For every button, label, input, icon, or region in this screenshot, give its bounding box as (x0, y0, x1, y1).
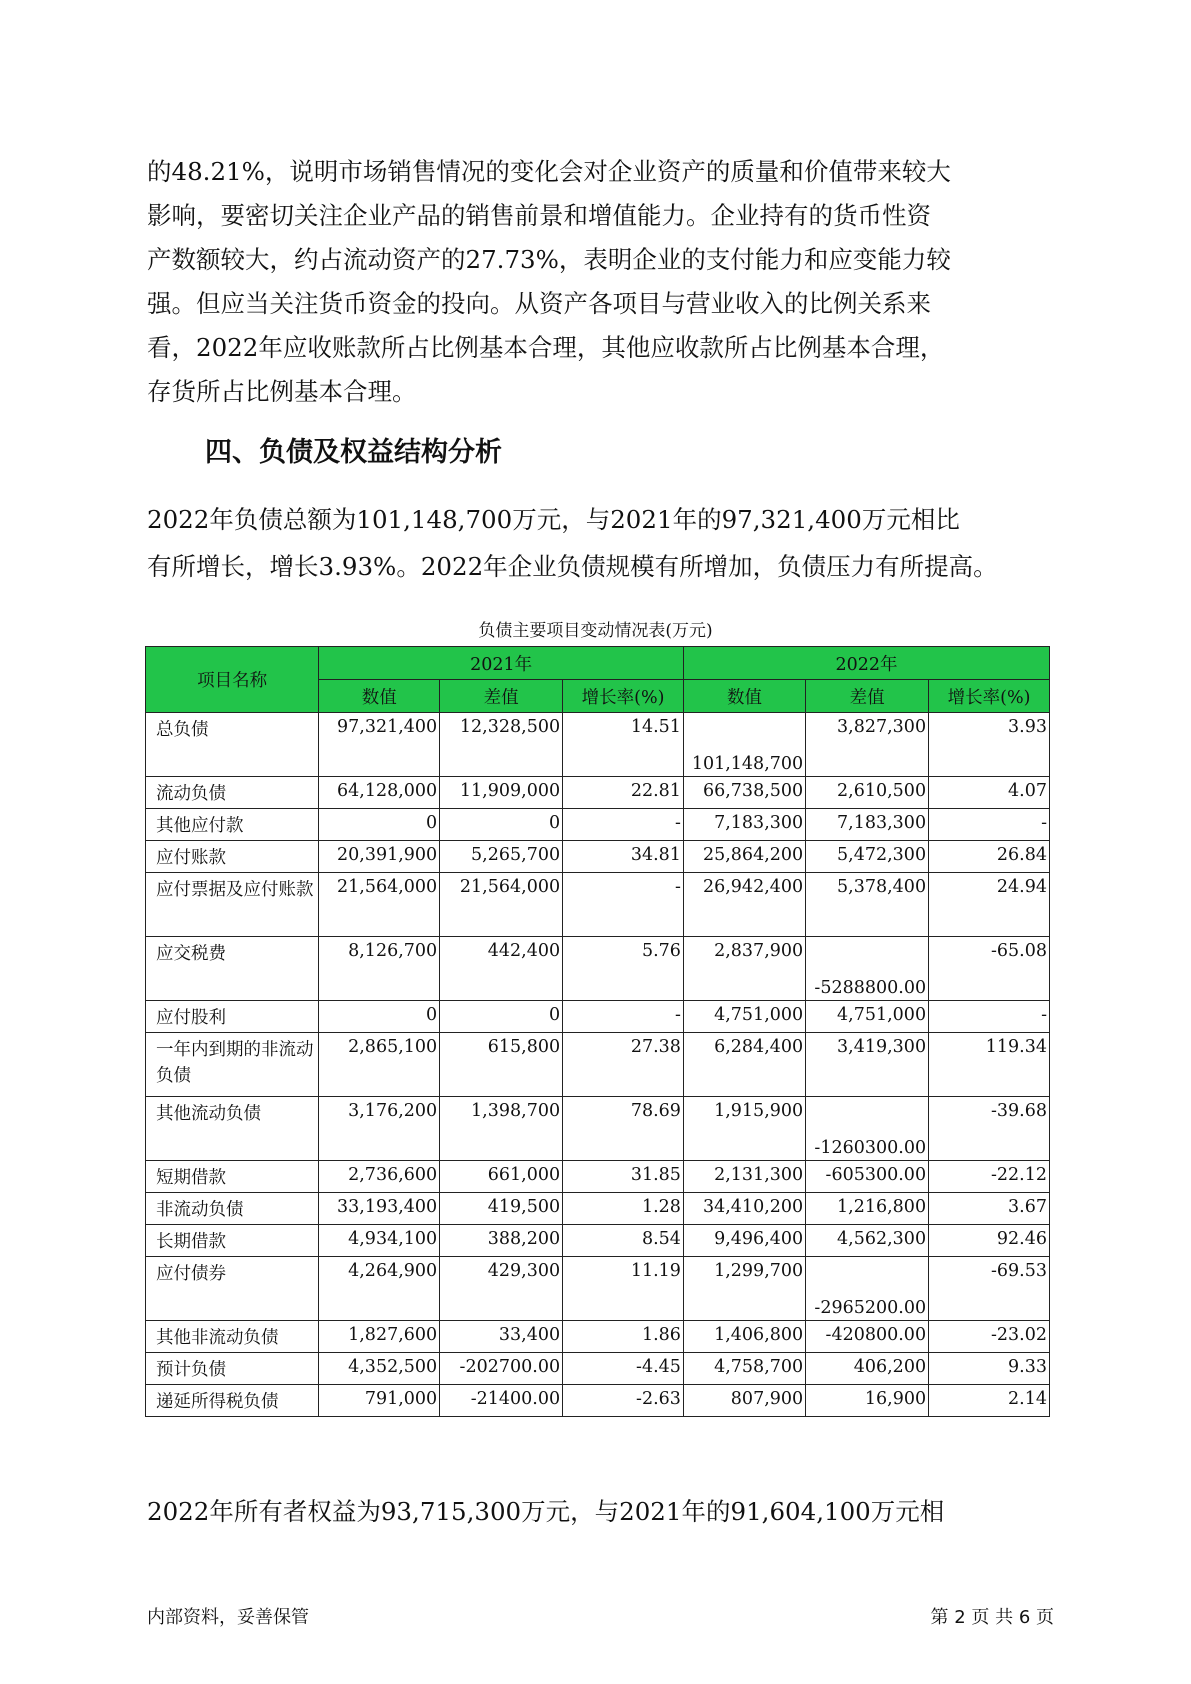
paragraph-line: 产数额较大，约占流动资产的27.73%，表明企业的支付能力和应变能力较 (147, 245, 951, 274)
row-value-cell: - (929, 809, 1050, 841)
row-value-cell: -39.68 (929, 1097, 1050, 1161)
paragraph-line: 看，2022年应收账款所占比例基本合理，其他应收款所占比例基本合理， (147, 333, 945, 362)
row-value-cell: -69.53 (929, 1257, 1050, 1321)
table-row (146, 777, 1050, 809)
section-heading: 四、负债及权益结构分析 (205, 437, 502, 468)
row-item-name: 短期借款 (146, 1161, 319, 1193)
row-item-name: 应交税费 (146, 937, 319, 1001)
row-value-cell: 661,000 (440, 1161, 563, 1193)
row-value-cell: 14.51 (563, 713, 684, 777)
row-item-name: 递延所得税负债 (146, 1385, 319, 1417)
row-value-cell: 64,128,000 (319, 777, 440, 809)
header-year-2021: 2021年 (319, 647, 684, 680)
row-value-cell: 26.84 (929, 841, 1050, 873)
table-row (146, 937, 1050, 1001)
row-value-cell: 1,216,800 (806, 1193, 929, 1225)
table-row (146, 1257, 1050, 1321)
footer-confidential-note: 内部资料，妥善保管 (147, 1607, 309, 1628)
row-value-cell: 5,378,400 (806, 873, 929, 937)
table-body (146, 713, 1050, 1417)
table-row (146, 1001, 1050, 1033)
row-value-cell: 25,864,200 (683, 841, 805, 873)
row-value-cell: -2.63 (563, 1385, 684, 1417)
row-value-cell: 5,265,700 (440, 841, 563, 873)
row-value-cell: 791,000 (319, 1385, 440, 1417)
row-value-cell: 21,564,000 (440, 873, 563, 937)
subheader-cell: 增长率(%) (563, 680, 684, 713)
row-value-cell: -4.45 (563, 1353, 684, 1385)
row-value-cell: 4,751,000 (806, 1001, 929, 1033)
row-value-cell: 3,419,300 (806, 1033, 929, 1097)
table-row (146, 841, 1050, 873)
row-value-cell: 4,758,700 (683, 1353, 805, 1385)
row-value-cell: 419,500 (440, 1193, 563, 1225)
table-row (146, 1193, 1050, 1225)
row-item-name: 应付股利 (146, 1001, 319, 1033)
row-value-cell: 92.46 (929, 1225, 1050, 1257)
table-row (146, 1161, 1050, 1193)
row-value-cell: -65.08 (929, 937, 1050, 1001)
row-value-cell: 0 (319, 809, 440, 841)
row-value-cell: 34.81 (563, 841, 684, 873)
row-value-cell: -1260300.00 (806, 1097, 929, 1161)
row-value-cell: 0 (440, 1001, 563, 1033)
row-value-cell: 1.86 (563, 1321, 684, 1353)
row-item-name: 长期借款 (146, 1225, 319, 1257)
row-value-cell: -420800.00 (806, 1321, 929, 1353)
row-value-cell: 442,400 (440, 937, 563, 1001)
row-value-cell: - (929, 1001, 1050, 1033)
paragraph-line: 的48.21%，说明市场销售情况的变化会对企业资产的质量和价值带来较大 (147, 157, 951, 186)
row-value-cell: 31.85 (563, 1161, 684, 1193)
row-value-cell: 3.67 (929, 1193, 1050, 1225)
row-value-cell: 2,865,100 (319, 1033, 440, 1097)
row-value-cell: 12,328,500 (440, 713, 563, 777)
table-row (146, 1097, 1050, 1161)
row-value-cell: 4,751,000 (683, 1001, 805, 1033)
row-item-name: 应付债券 (146, 1257, 319, 1321)
paragraph-equity-summary: 2022年所有者权益为93,715,300万元，与2021年的91,604,100万元相 (147, 1497, 945, 1526)
row-value-cell: 34,410,200 (683, 1193, 805, 1225)
row-value-cell: 5.76 (563, 937, 684, 1001)
row-value-cell: 9.33 (929, 1353, 1050, 1385)
row-value-cell: 66,738,500 (683, 777, 805, 809)
row-value-cell: 27.38 (563, 1033, 684, 1097)
row-value-cell: 1,915,900 (683, 1097, 805, 1161)
row-value-cell: 0 (440, 809, 563, 841)
row-value-cell: 101,148,700 (683, 713, 805, 777)
table-row (146, 873, 1050, 937)
row-item-name: 一年内到期的非流动负债 (146, 1033, 319, 1097)
row-value-cell: 4,352,500 (319, 1353, 440, 1385)
row-value-cell: 4.07 (929, 777, 1050, 809)
row-item-name: 应付账款 (146, 841, 319, 873)
row-value-cell: 78.69 (563, 1097, 684, 1161)
subheader-cell: 数值 (683, 680, 805, 713)
row-value-cell: 4,562,300 (806, 1225, 929, 1257)
row-value-cell: 20,391,900 (319, 841, 440, 873)
row-value-cell: 16,900 (806, 1385, 929, 1417)
paragraph-line: 影响，要密切关注企业产品的销售前景和增值能力。企业持有的货币性资 (147, 201, 931, 230)
row-value-cell: 26,942,400 (683, 873, 805, 937)
row-value-cell: 1,299,700 (683, 1257, 805, 1321)
table-row (146, 1321, 1050, 1353)
row-value-cell: 807,900 (683, 1385, 805, 1417)
table-caption: 负债主要项目变动情况表(万元) (478, 621, 713, 641)
row-value-cell: 33,193,400 (319, 1193, 440, 1225)
row-value-cell: 2,837,900 (683, 937, 805, 1001)
row-value-cell: 6,284,400 (683, 1033, 805, 1097)
paragraph-line: 存货所占比例基本合理。 (147, 377, 417, 406)
row-value-cell: - (563, 809, 684, 841)
row-value-cell: 0 (319, 1001, 440, 1033)
row-value-cell: 2,736,600 (319, 1161, 440, 1193)
row-value-cell: -2965200.00 (806, 1257, 929, 1321)
paragraph-line: 有所增长，增长3.93%。2022年企业负债规模有所增加，负债压力有所提高。 (147, 552, 998, 581)
row-value-cell: 22.81 (563, 777, 684, 809)
row-value-cell: 8.54 (563, 1225, 684, 1257)
row-value-cell: 33,400 (440, 1321, 563, 1353)
row-item-name: 总负债 (146, 713, 319, 777)
row-item-name: 应付票据及应付账款 (146, 873, 319, 937)
paragraph-line: 2022年负债总额为101,148,700万元，与2021年的97,321,400万元相比 (147, 505, 960, 534)
row-item-name: 流动负债 (146, 777, 319, 809)
row-value-cell: 429,300 (440, 1257, 563, 1321)
row-value-cell: 2,131,300 (683, 1161, 805, 1193)
row-value-cell: 11.19 (563, 1257, 684, 1321)
header-item-name: 项目名称 (146, 647, 319, 713)
table-row (146, 713, 1050, 777)
row-value-cell: 1,827,600 (319, 1321, 440, 1353)
row-value-cell: 3,827,300 (806, 713, 929, 777)
row-item-name: 非流动负债 (146, 1193, 319, 1225)
row-value-cell: -202700.00 (440, 1353, 563, 1385)
table-row (146, 1225, 1050, 1257)
subheader-cell: 差值 (440, 680, 563, 713)
table-row (146, 809, 1050, 841)
row-value-cell: 97,321,400 (319, 713, 440, 777)
row-value-cell: 8,126,700 (319, 937, 440, 1001)
subheader-cell: 差值 (806, 680, 929, 713)
table-row (146, 1033, 1050, 1097)
row-item-name: 预计负债 (146, 1353, 319, 1385)
paragraph-line: 强。但应当关注货币资金的投向。从资产各项目与营业收入的比例关系来 (147, 289, 931, 318)
row-value-cell: 119.34 (929, 1033, 1050, 1097)
row-value-cell: 388,200 (440, 1225, 563, 1257)
row-value-cell: - (563, 873, 684, 937)
row-value-cell: 7,183,300 (683, 809, 805, 841)
row-value-cell: 1,406,800 (683, 1321, 805, 1353)
subheader-cell: 增长率(%) (929, 680, 1050, 713)
row-item-name: 其他应付款 (146, 809, 319, 841)
row-item-name: 其他非流动负债 (146, 1321, 319, 1353)
row-value-cell: -21400.00 (440, 1385, 563, 1417)
row-value-cell: -5288800.00 (806, 937, 929, 1001)
row-value-cell: 24.94 (929, 873, 1050, 937)
row-value-cell: 1.28 (563, 1193, 684, 1225)
table-row (146, 1353, 1050, 1385)
row-value-cell: 3.93 (929, 713, 1050, 777)
row-value-cell: 2.14 (929, 1385, 1050, 1417)
row-value-cell: 1,398,700 (440, 1097, 563, 1161)
row-value-cell: 21,564,000 (319, 873, 440, 937)
row-value-cell: - (563, 1001, 684, 1033)
paragraph-liability-summary (147, 496, 1057, 590)
footer-page-number: 第 2 页 共 6 页 (930, 1607, 1054, 1628)
header-year-2022: 2022年 (683, 647, 1049, 680)
row-value-cell: 615,800 (440, 1033, 563, 1097)
subheader-cell: 数值 (319, 680, 440, 713)
row-value-cell: 2,610,500 (806, 777, 929, 809)
paragraph-asset-analysis (147, 150, 1057, 414)
row-value-cell: 4,934,100 (319, 1225, 440, 1257)
table-row (146, 1385, 1050, 1417)
liability-table (145, 646, 1050, 1417)
row-value-cell: 406,200 (806, 1353, 929, 1385)
row-value-cell: 7,183,300 (806, 809, 929, 841)
row-value-cell: 3,176,200 (319, 1097, 440, 1161)
row-value-cell: -605300.00 (806, 1161, 929, 1193)
row-item-name: 其他流动负债 (146, 1097, 319, 1161)
row-value-cell: 5,472,300 (806, 841, 929, 873)
row-value-cell: -22.12 (929, 1161, 1050, 1193)
row-value-cell: 9,496,400 (683, 1225, 805, 1257)
row-value-cell: -23.02 (929, 1321, 1050, 1353)
row-value-cell: 11,909,000 (440, 777, 563, 809)
row-value-cell: 4,264,900 (319, 1257, 440, 1321)
